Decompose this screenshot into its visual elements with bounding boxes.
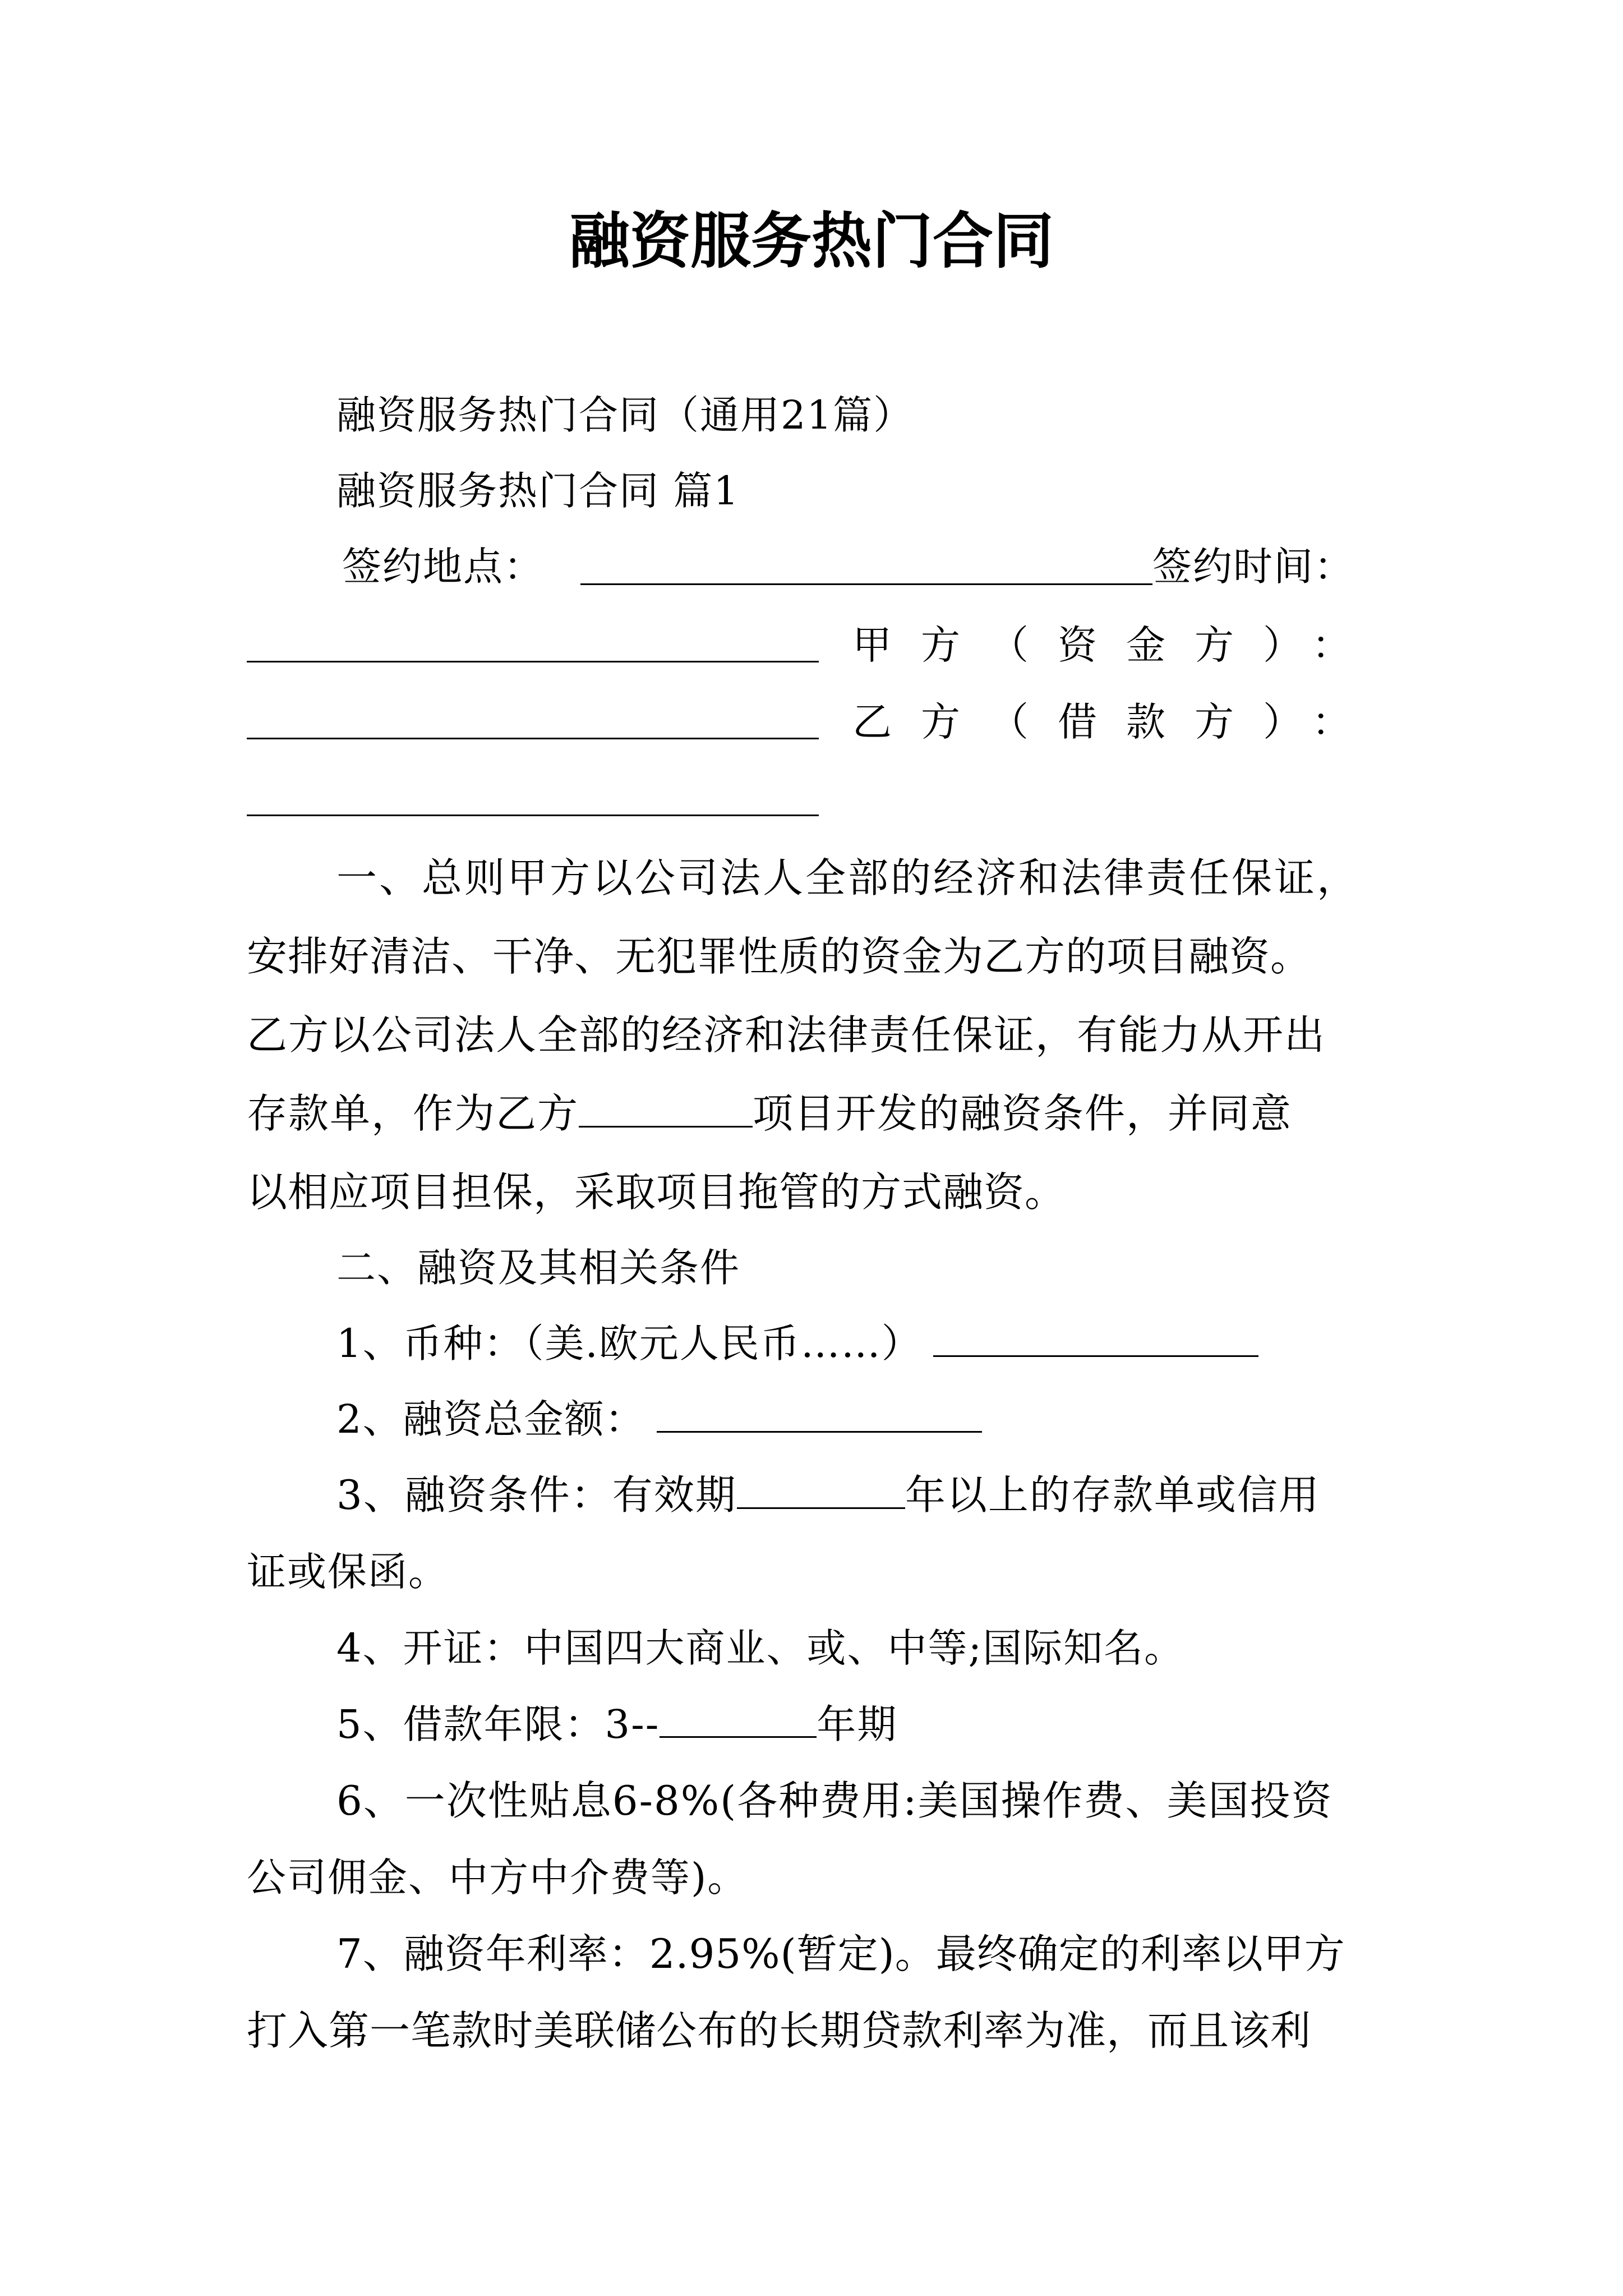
item-conditions-end: 年以上的存款单或信用 <box>905 1471 1320 1519</box>
document-title: 融资服务热门合同 <box>569 206 1054 277</box>
validity-years-blank <box>737 1473 905 1509</box>
item-discount: 6、一次性贴息6-8%(各种费用:美国操作费、美国投资 <box>336 1777 1333 1824</box>
section-heading: 融资服务热门合同 篇1 <box>336 468 740 514</box>
para1-line3: 乙方以公司法人全部的经济和法律责任保证，有能力从开出 <box>247 1011 1326 1059</box>
para1-line4-start: 存款单，作为乙方 <box>247 1090 579 1137</box>
signing-time-blank <box>247 661 819 662</box>
para1-line4 <box>247 1085 1292 1142</box>
item-currency-text: 1、币种：（美.欧元人民币……） <box>336 1320 922 1366</box>
item-loan-term <box>336 1696 897 1752</box>
item-total-amount <box>336 1391 982 1447</box>
item-issuing-bank: 4、开证：中国四大商业、或、中等;国际知名。 <box>336 1625 1185 1671</box>
party-b-blank <box>247 815 819 816</box>
section2-heading: 二、融资及其相关条件 <box>336 1245 740 1291</box>
item-loan-term-end: 年期 <box>817 1701 898 1747</box>
item-conditions <box>336 1467 1320 1523</box>
signing-time-label: 签约时间： <box>1152 544 1354 590</box>
signing-place-blank <box>580 583 1152 585</box>
project-name-blank <box>579 1091 753 1128</box>
item-currency <box>336 1315 1258 1372</box>
item-interest-rate-cont: 打入第一笔款时美联储公布的长期贷款利率为准，而且该利 <box>247 2007 1312 2054</box>
total-amount-blank <box>657 1396 982 1433</box>
para1-line5: 以相应项目担保，采取项目拖管的方式融资。 <box>247 1168 1066 1216</box>
signing-place-label: 签约地点： <box>342 544 544 590</box>
currency-blank <box>933 1320 1258 1357</box>
item-total-amount-text: 2、融资总金额： <box>336 1396 645 1442</box>
item-interest-rate: 7、融资年利率：2.95%(暂定)。最终确定的利率以甲方 <box>336 1930 1345 1977</box>
party-b-label-text: 乙方（借款方）： <box>852 699 1380 745</box>
para1-line1: 一、总则甲方以公司法人全部的经济和法律责任保证， <box>336 854 1360 901</box>
item-conditions-cont: 证或保函。 <box>247 1549 449 1595</box>
party-a-label <box>852 617 1380 673</box>
item-discount-cont: 公司佣金、中方中介费等)。 <box>247 1855 748 1901</box>
item-loan-term-start: 5、借款年限：3-- <box>336 1701 660 1747</box>
party-a-label-text: 甲方（资金方）： <box>852 622 1380 668</box>
item-conditions-start: 3、融资条件：有效期 <box>336 1471 737 1519</box>
para1-line4-end: 项目开发的融资条件，并同意 <box>753 1090 1293 1137</box>
para1-line2: 安排好清洁、干净、无犯罪性质的资金为乙方的项目融资。 <box>247 933 1312 980</box>
party-a-blank <box>247 738 819 739</box>
party-b-label <box>852 694 1380 750</box>
loan-term-blank <box>660 1701 817 1738</box>
document-subtitle: 融资服务热门合同（通用21篇） <box>336 392 914 438</box>
